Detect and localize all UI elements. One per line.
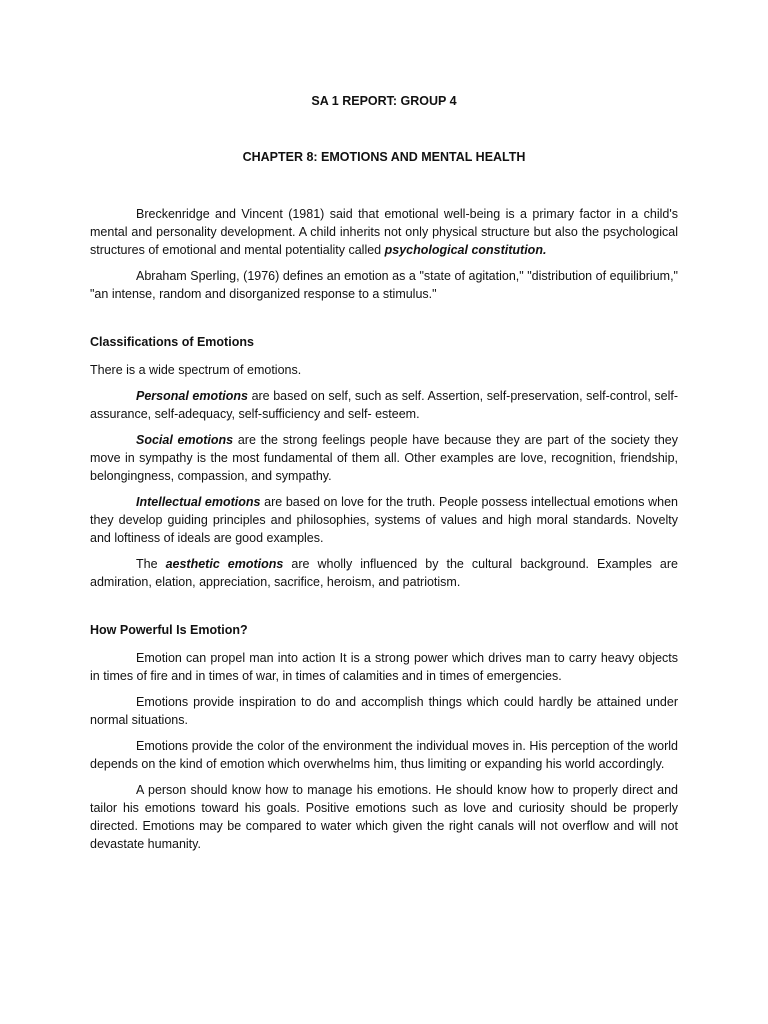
chapter-title: CHAPTER 8: EMOTIONS AND MENTAL HEALTH [242,150,526,164]
personal-emotions-term: Personal emotions [136,389,248,403]
report-title: SA 1 REPORT: GROUP 4 [311,94,457,108]
aesthetic-emotions-prefix: The [136,557,166,571]
personal-emotions-paragraph [90,387,678,423]
intellectual-emotions-term: Intellectual emotions [136,495,261,509]
intro-paragraph-2: Abraham Sperling, (1976) defines an emotion as a "state of agitation," "distribution of equilibrium," "an intense, random and disorganized response to a stimulus." [90,269,678,301]
power-paragraph-1: Emotion can propel man into action It is a strong power which drives man to carry heavy objects in times of fire and in times of war, in times of calamities and in times of emergencies. [90,651,678,683]
intro-p1-emphasis: psychological constitution. [384,243,547,257]
intellectual-emotions-text: are based on love for the truth. People possess intellectual emotions when they develop guiding principles and philosophies, systems of values and high moral standards. Novelty and loftiness of ideals are good examples. [90,495,678,545]
classifications-lead: There is a wide spectrum of emotions. [90,363,302,377]
intro-p1-text: Breckenridge and Vincent (1981) said that emotional well-being is a primary factor in a child's mental and personality development. A child inherits not only physical structure but also the psychological structures of emotional and mental potentiality called [90,207,678,257]
social-emotions-text: are the strong feelings people have because they are part of the society they move in sympathy is the most fundamental of them all. Other examples are love, recognition, friendship, belongingness, compassion, and sympathy. [90,433,678,483]
power-paragraph-4: A person should know how to manage his emotions. He should know how to properly direct and tailor his emotions toward his goals. Positive emotions such as love and curiosity should be properly directed. Emotions may be compared to water which given the right canals will not overflow and will not devastate humanity. [90,783,678,851]
aesthetic-emotions-paragraph [90,555,678,591]
social-emotions-term: Social emotions [136,433,234,447]
power-paragraph-3: Emotions provide the color of the environment the individual moves in. His perception of the world depends on the kind of emotion which overwhelms him, thus limiting or expanding his world accordingly. [90,739,678,771]
intellectual-emotions-paragraph [90,493,678,547]
intro-paragraph-1 [90,205,678,259]
document-body [90,205,678,861]
classifications-heading: Classifications of Emotions [90,335,254,349]
social-emotions-paragraph [90,431,678,485]
aesthetic-emotions-text: are wholly influenced by the cultural background. Examples are admiration, elation, appreciation, sacrifice, heroism, and patriotism. [90,557,679,589]
power-paragraph-2: Emotions provide inspiration to do and accomplish things which could hardly be attained under normal situations. [90,695,678,727]
personal-emotions-text: are based on self, such as self. Assertion, self-preservation, self-control, self-assurance, self-adequacy, self-sufficiency and self- esteem. [90,389,678,421]
power-heading: How Powerful Is Emotion? [90,623,248,637]
aesthetic-emotions-term: aesthetic emotions [165,557,284,571]
